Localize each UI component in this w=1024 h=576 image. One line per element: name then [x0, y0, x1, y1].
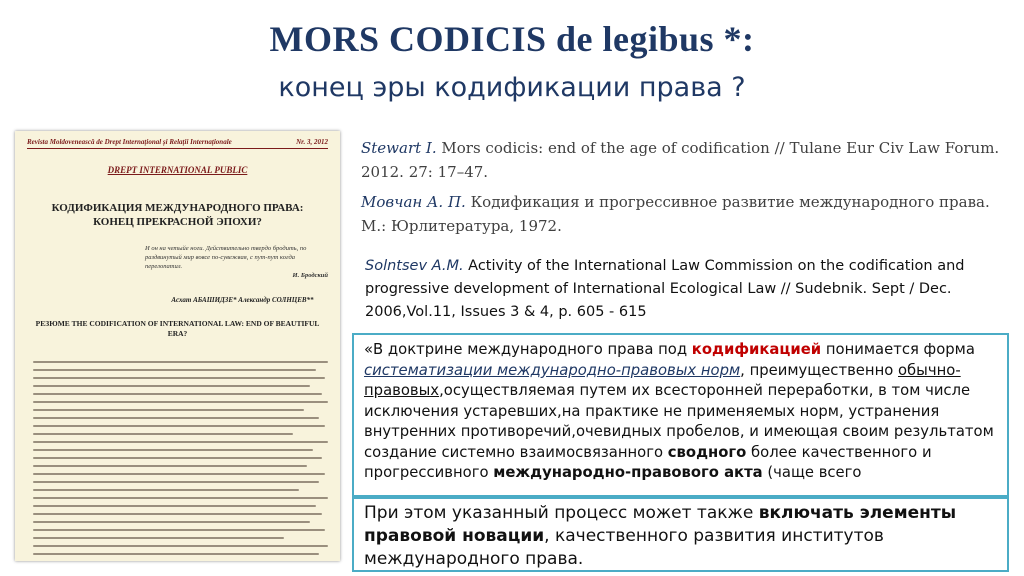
scan-text-line [33, 377, 325, 379]
scan-epigraph-author: И. Бродский [292, 272, 328, 279]
note-text-1: При этом указанный процесс может также [364, 503, 759, 523]
reference-2-author: Мовчан А. П. [361, 193, 466, 211]
quote-keyword-systematization: систематизации международно-правовых норм [364, 361, 741, 379]
quote-text-5: более качественного и прогрессивного [364, 443, 932, 481]
scan-epigraph-text: И он на четыйе ноги. Действительно твердо бродить, по раздвинутый мир вовсе по-сувежвая, с пут-пут когда перелопатил. [145, 245, 307, 270]
scan-text-line [33, 441, 328, 443]
slide-title: MORS CODICIS de legibus *: [269, 19, 755, 59]
quote-keyword-act: международно-правового акта [493, 464, 763, 481]
scan-authors: Асхат АБАШИДЗЕ* Александр СОЛНЦЕВ** [171, 296, 314, 304]
note-keyword-innovation: включать элементы правовой новации [364, 503, 957, 546]
quote-text-4: ,осуществляемая путем их всесторонней переработки, в том числе исключения устаревших,на практике не применяемых норм, устранения внутренних противоречий,очевидных пробелов, и имеющая своим результатом создание системно взаимосвязанного [364, 382, 994, 461]
scan-text-line [33, 529, 325, 531]
scan-text-line [33, 457, 322, 459]
scan-text-line [33, 521, 310, 523]
scan-text-line [33, 393, 322, 395]
scan-body-text [33, 361, 328, 561]
scan-epigraph [145, 244, 328, 280]
scan-text-line [33, 449, 313, 451]
reference-3 [365, 255, 985, 324]
reference-1-author: Stewart I. [361, 139, 437, 157]
scan-text-line [33, 385, 310, 387]
scan-text-line [33, 369, 316, 371]
scan-text-line [33, 409, 304, 411]
scan-section: DREPT INTERNATIONAL PUBLIC [107, 165, 248, 175]
quote-text-1: «В доктрине международного права под [364, 341, 692, 358]
reference-3-text: Activity of the International Law Commission on the codification and progressive development of International Ecological Law // Sudebnik. Sept / Dec. 2006,Vol.11, Issues 3 & 4, p. 605 - 615 [365, 258, 965, 320]
reference-1-text: Mors codicis: end of the age of codification // Tulane Eur Civ Law Forum. 2012. 27: 17–47. [361, 139, 1000, 181]
scan-text-line [33, 513, 322, 515]
scan-text-line [33, 433, 293, 435]
scan-issue: Nr. 3, 2012 [296, 138, 328, 146]
scan-title: КОДИФИКАЦИЯ МЕЖДУНАРОДНОГО ПРАВА: КОНЕЦ ПРЕКРАСНОЙ ЭПОХИ? [51, 202, 304, 228]
quote-text-6: (чаще всего [762, 464, 862, 481]
quote-keyword-consolidated: сводного [667, 443, 747, 461]
innovation-note-box [352, 497, 1009, 572]
quote-text-3: , преимущественно [740, 361, 898, 379]
note-text-2: , качественного развития институтов международного права. [364, 526, 884, 569]
scan-text-line [33, 553, 319, 555]
scan-text-line [33, 473, 325, 475]
scan-text-line [33, 497, 328, 499]
scan-resume: РЕЗЮМЕ THE CODIFICATION OF INTERNATIONAL LAW: END OF BEAUTIFUL ERA? [35, 319, 320, 338]
scan-text-line [33, 489, 299, 491]
scan-text-line [33, 481, 319, 483]
scan-header [27, 138, 328, 149]
scan-text-line [33, 465, 307, 467]
quote-keyword-codification: кодификацией [691, 341, 822, 358]
definition-quote-box [352, 333, 1009, 497]
reference-3-author: Solntsev A.M. [365, 258, 464, 274]
scan-text-line [33, 417, 319, 419]
reference-1 [361, 136, 1001, 184]
scan-text-line [33, 425, 325, 427]
quote-keyword-customary: обычно-правовых [364, 361, 961, 399]
scan-text-line [33, 545, 328, 547]
scan-text-line [33, 361, 328, 363]
scan-journal: Revista Moldovenească de Drept Internațional și Relații Internaționale [27, 138, 232, 146]
quote-text-2: понимается форма [821, 341, 975, 358]
reference-2 [361, 190, 1001, 238]
scan-text-line [33, 401, 328, 403]
reference-2-text: Кодификация и прогрессивное развитие международного права. М.: Юрлитература, 1972. [361, 193, 990, 235]
slide-subtitle: конец эры кодификации права ? [278, 72, 746, 103]
article-scan-image [15, 131, 340, 561]
scan-text-line [33, 537, 284, 539]
scan-text-line [33, 505, 316, 507]
